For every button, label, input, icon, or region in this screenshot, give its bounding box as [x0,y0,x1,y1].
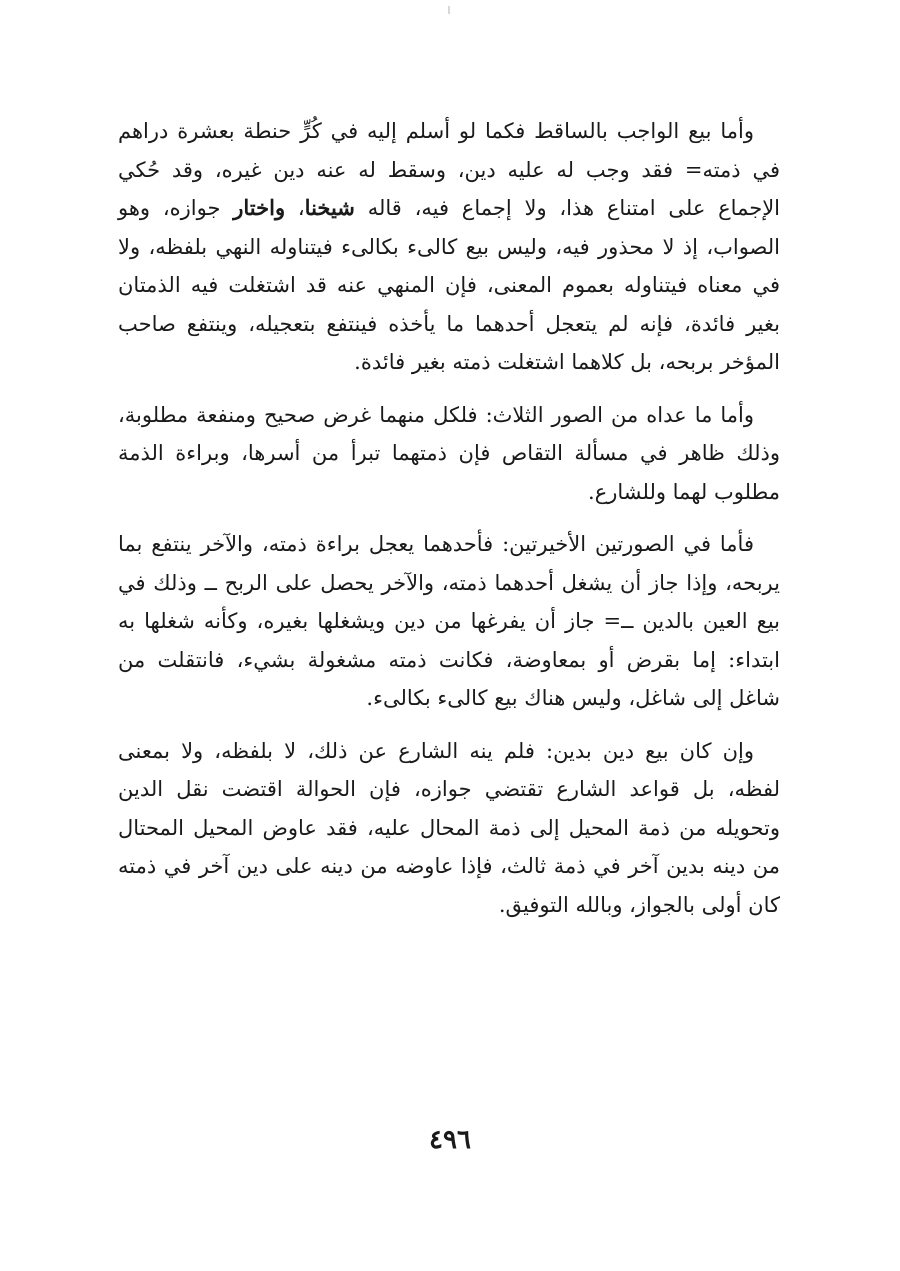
page-number: ٤٩٦ [429,1125,471,1155]
paragraph [118,525,780,718]
paragraph [118,732,780,925]
text-segment: فأما في الصورتين الأخيرتين: فأحدهما يعجل براءة ذمته، والآخر ينتفع بما يربحه، وإذا جاز أن يشغل أحدهما ذمته، والآخر يحصل على الربح ــ وذلك في بيع العين بالدين ــ= جاز أن يفرغها من دين ويشغلها بغيره، وكأنه شغلها به ابتداء: إما بقرض أو بمعاوضة، فكانت ذمته مشغولة بشيء، فانتقلت من شاغل إلى شاغل، وليس هناك بيع كالىء بكالىء. [118,532,780,710]
bold-term-shaykhuna: شيخنا [304,195,355,220]
body-text [118,112,780,924]
paragraph [118,396,780,512]
text-segment: وإن كان بيع دين بدين: فلم ينه الشارع عن ذلك، لا بلفظه، ولا بمعنى لفظه، بل قواعد الشارع تقتضي جوازه، فإن الحوالة اقتضت نقل الدين وتحويله من ذمة المحيل إلى ذمة المحال عليه، فقد عاوض المحيل المحتال من دينه بدين آخر في ذمة ثالث، فإذا عاوضه من دينه على دين آخر في ذمته كان أولى بالجواز، وبالله التوفيق. [118,738,780,917]
text-segment: وأما بيع الواجب بالساقط فكما لو أسلم إليه في كُرٍّ حنطة بعشرة دراهم في ذمته= فقد وجب له عليه دين، وسقط له عنه دين غيره، وقد حُكي الإجماع على امتناع هذا، ولا إجماع فيه، قاله [118,119,781,220]
scan-mark [448,6,450,14]
bold-term-ikhtar: واختار [233,195,286,220]
text-segment: وأما ما عداه من الصور الثلاث: فلكل منهما غرض صحيح ومنفعة مطلوبة، وذلك ظاهر في مسألة التقاص فإن ذمتهما تبرأ من أسرها، وبراءة الذمة مطلوب لهما وللشارع. [118,402,780,504]
text-segment: ، [285,196,305,220]
paragraph [118,112,780,382]
text-segment: جوازه، وهو الصواب، إذ لا محذور فيه، وليس بيع كالىء بكالىء فيتناوله النهي بلفظه، ولا في معناه فيتناوله بعموم المعنى، فإن المنهي عنه قد اشتغلت فيه الذمتان بغير فائدة، فإنه لم يتعجل أحدهما ما يأخذه فينتفع بتعجيله، وينتفع صاحب المؤخر بربحه، بل كلاهما اشتغلت ذمته بغير فائدة. [118,196,780,374]
